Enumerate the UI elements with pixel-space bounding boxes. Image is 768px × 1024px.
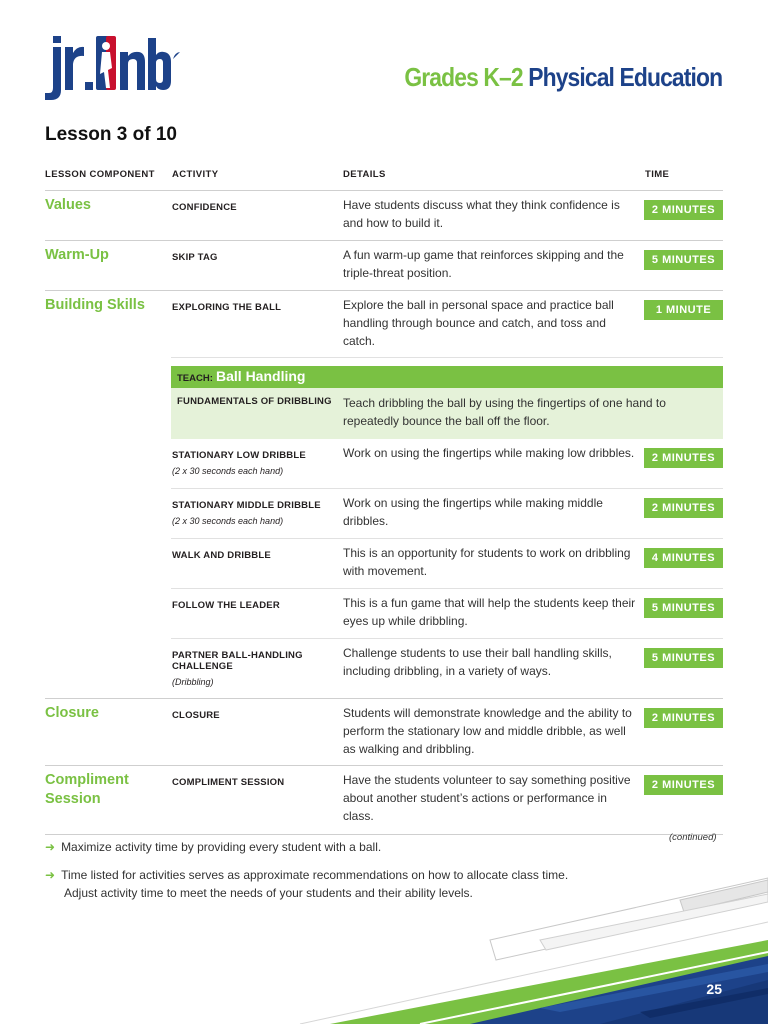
activity-label: SKIP TAG bbox=[172, 252, 218, 263]
lesson-title: Lesson 3 of 10 bbox=[45, 124, 177, 145]
continued-label: (continued) bbox=[669, 832, 717, 843]
activity-label: CONFIDENCE bbox=[172, 202, 237, 213]
table-row bbox=[171, 489, 723, 539]
component-label: Warm-Up bbox=[45, 247, 109, 263]
details-text: Have the students volunteer to say something positive about another student’s actions or performance in class. bbox=[343, 773, 631, 824]
note-text: Time listed for activities serves as approximate recommendations on how to allocate class time. bbox=[61, 868, 569, 882]
details-text: Students will demonstrate knowledge and the ability to perform the stationary low and middle dribble, as well as walking and dribbling. bbox=[343, 706, 632, 757]
activity-label: FOLLOW THE LEADER bbox=[172, 600, 280, 611]
details-text: Explore the ball in personal space and practice ball handling through bounce and catch, and toss and catch. bbox=[343, 298, 614, 349]
table-row bbox=[45, 241, 723, 291]
time-badge: 4 MINUTES bbox=[644, 548, 723, 568]
table-row bbox=[171, 589, 723, 639]
header-time: TIME bbox=[645, 169, 670, 180]
table-row bbox=[171, 439, 723, 489]
details-text: Work on using the fingertips while making low dribbles. bbox=[343, 446, 635, 460]
activity-label bbox=[172, 500, 332, 527]
component-label: Compliment Session bbox=[45, 772, 129, 807]
teach-bar bbox=[171, 366, 723, 388]
component-label: Values bbox=[45, 197, 91, 213]
table-row bbox=[45, 699, 723, 766]
table-row bbox=[45, 766, 723, 835]
teach-row bbox=[171, 388, 723, 439]
header-activity: ACTIVITY bbox=[172, 169, 219, 180]
teach-label: TEACH: bbox=[177, 373, 213, 384]
component-label: Building Skills bbox=[45, 297, 145, 313]
page-number: 25 bbox=[706, 981, 722, 997]
details-text: This is a fun game that will help the students keep their eyes up while dribbling. bbox=[343, 596, 636, 629]
header-details: DETAILS bbox=[343, 169, 386, 180]
arrow-right-icon: ➜ bbox=[45, 868, 56, 882]
lesson-table bbox=[45, 160, 723, 835]
time-badge: 1 MINUTE bbox=[644, 300, 723, 320]
activity-label: FUNDAMENTALS OF DRIBBLING bbox=[177, 396, 332, 407]
activity-note: (Dribbling) bbox=[172, 677, 214, 687]
time-badge: 5 MINUTES bbox=[644, 250, 723, 270]
activity-label bbox=[172, 450, 332, 477]
table-header bbox=[45, 160, 723, 191]
activity-label: EXPLORING THE BALL bbox=[172, 302, 282, 313]
teach-skill-name: Ball Handling bbox=[216, 368, 306, 384]
details-text: A fun warm-up game that reinforces skipping and the triple-threat position. bbox=[343, 248, 624, 281]
time-badge: 5 MINUTES bbox=[644, 648, 723, 668]
activity-name: PARTNER BALL-HANDLING CHALLENGE bbox=[172, 650, 303, 672]
note-1 bbox=[45, 838, 381, 856]
note-text: Maximize activity time by providing every student with a ball. bbox=[61, 840, 382, 854]
activity-label: CLOSURE bbox=[172, 710, 220, 721]
activity-label: WALK AND DRIBBLE bbox=[172, 550, 271, 561]
details-text: Work on using the fingertips while making middle dribbles. bbox=[343, 496, 603, 529]
time-badge: 2 MINUTES bbox=[644, 708, 723, 728]
activity-label bbox=[172, 650, 332, 688]
header-component: LESSON COMPONENT bbox=[45, 169, 155, 180]
arrow-right-icon: ➜ bbox=[45, 840, 56, 854]
time-badge: 2 MINUTES bbox=[644, 448, 723, 468]
time-badge: 2 MINUTES bbox=[644, 775, 723, 795]
activity-label: COMPLIMENT SESSION bbox=[172, 777, 285, 788]
table-row bbox=[171, 639, 723, 698]
details-text: This is an opportunity for students to work on dribbling with movement. bbox=[343, 546, 631, 579]
jr-nba-logo bbox=[44, 32, 180, 104]
time-badge: 2 MINUTES bbox=[644, 200, 723, 220]
building-skills-group bbox=[45, 291, 723, 699]
course-title bbox=[404, 62, 722, 93]
table-row bbox=[171, 539, 723, 589]
time-badge: 2 MINUTES bbox=[644, 498, 723, 518]
table-row bbox=[45, 191, 723, 241]
activity-note: (2 x 30 seconds each hand) bbox=[172, 516, 284, 526]
court-graphic bbox=[0, 860, 768, 1024]
details-text: Have students discuss what they think confidence is and how to build it. bbox=[343, 198, 620, 231]
activity-name: STATIONARY LOW DRIBBLE bbox=[172, 450, 306, 461]
activity-name: STATIONARY MIDDLE DRIBBLE bbox=[172, 500, 321, 511]
details-text: Teach dribbling the ball by using the fingertips of one hand to repeatedly bounce the ball off the floor. bbox=[343, 396, 666, 429]
note-text-continued: Adjust activity time to meet the needs of your students and their ability levels. bbox=[64, 886, 473, 900]
time-badge: 5 MINUTES bbox=[644, 598, 723, 618]
component-label: Closure bbox=[45, 705, 99, 721]
subject-label: Physical Education bbox=[528, 62, 722, 92]
activity-note: (2 x 30 seconds each hand) bbox=[172, 466, 284, 476]
grades-label: Grades K–2 bbox=[404, 62, 523, 92]
table-row bbox=[171, 291, 723, 358]
details-text: Challenge students to use their ball handling skills, including dribbling, in a variety of ways. bbox=[343, 646, 612, 679]
